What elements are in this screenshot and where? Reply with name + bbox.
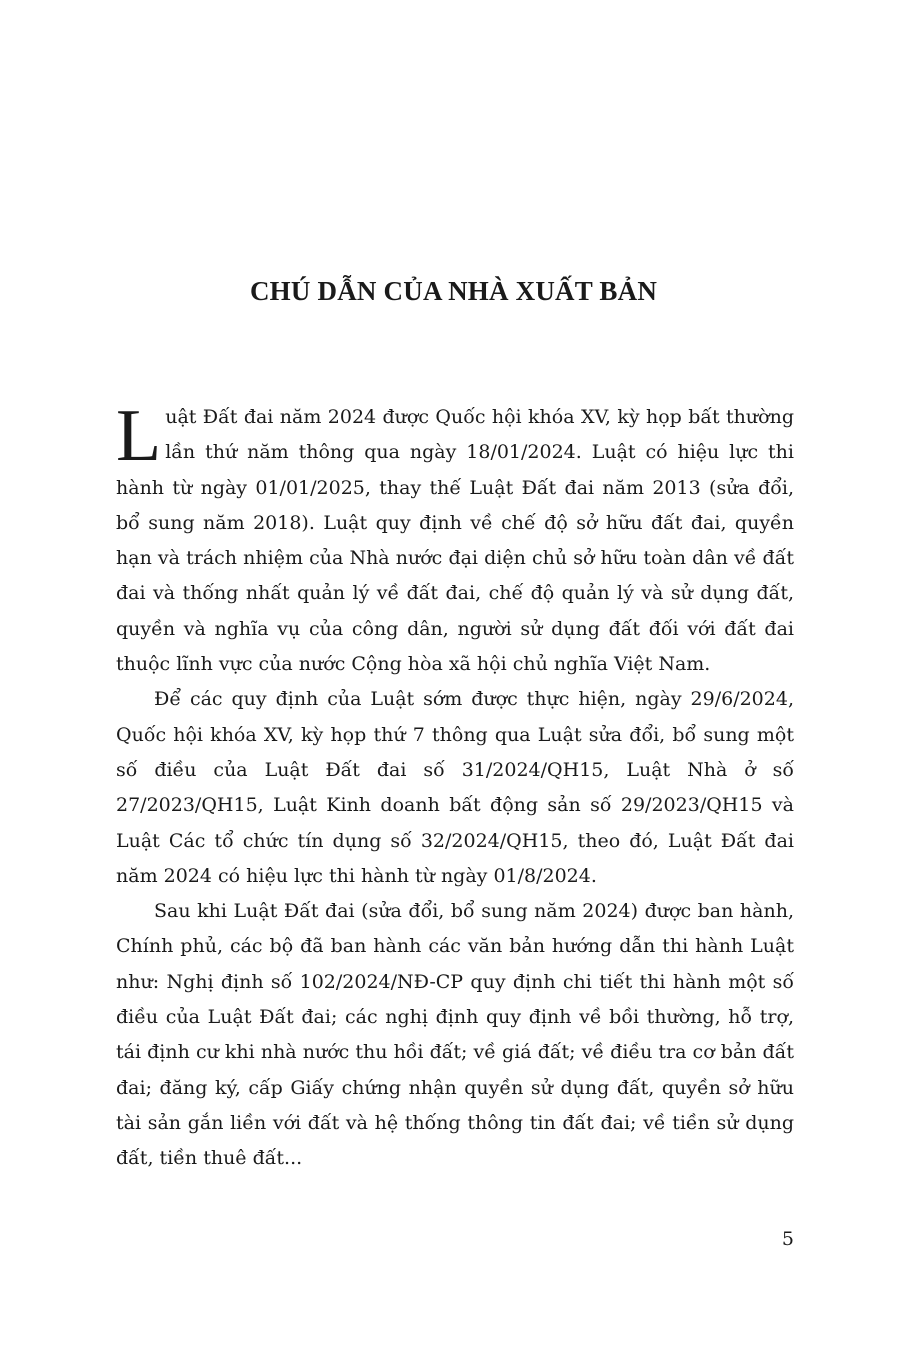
paragraph-1-text: uật Đất đai năm 2024 được Quốc hội khóa XV, kỳ họp bất thường lần thứ năm thông qua ngày 18/01/2024. Luật có hiệu lực thi hành từ ngày 01/01/2025, thay thế Luật Đất đai năm 2013 (sửa đổi, bổ sung năm 2018). Luật quy định về chế độ sở hữu đất đai, quyền hạn và trách nhiệm của Nhà nước đại diện chủ sở hữu toàn dân về đất đai và thống nhất quản lý về đất đai, chế độ quản lý và sử dụng đất, quyền và nghĩa vụ của công dân, người sử dụng đất đối với đất đai thuộc lĩnh vực của nước Cộng hòa xã hội chủ nghĩa Việt Nam. bbox=[116, 406, 794, 676]
drop-cap: L bbox=[116, 395, 162, 477]
page-title: CHÚ DẪN CỦA NHÀ XUẤT BẢN bbox=[249, 276, 658, 306]
page-number: 5 bbox=[781, 1228, 794, 1250]
paragraph-3: Sau khi Luật Đất đai (sửa đổi, bổ sung năm 2024) được ban hành, Chính phủ, các bộ đã ban hành các văn bản hướng dẫn thi hành Luật như: Nghị định số 102/2024/NĐ-CP quy định chi tiết thi hành một số điều của Luật Đất đai; các nghị định quy định về bồi thường, hỗ trợ, tái định cư khi nhà nước thu hồi đất; về giá đất; về điều tra cơ bản đất đai; đăng ký, cấp Giấy chứng nhận quyền sử dụng đất, quyền sở hữu tài sản gắn liền với đất và hệ thống thông tin đất đai; về tiền sử dụng đất, tiền thuê đất... bbox=[116, 900, 794, 1170]
paragraph-1 bbox=[116, 395, 794, 682]
body-text bbox=[116, 395, 794, 1177]
paragraph-2: Để các quy định của Luật sớm được thực hiện, ngày 29/6/2024, Quốc hội khóa XV, kỳ họp thứ 7 thông qua Luật sửa đổi, bổ sung một số điều của Luật Đất đai số 31/2024/QH15, Luật Nhà ở số 27/2023/QH15, Luật Kinh doanh bất động sản số 29/2023/QH15 và Luật Các tổ chức tín dụng số 32/2024/QH15, theo đó, Luật Đất đai năm 2024 có hiệu lực thi hành từ ngày 01/8/2024. bbox=[116, 688, 794, 887]
